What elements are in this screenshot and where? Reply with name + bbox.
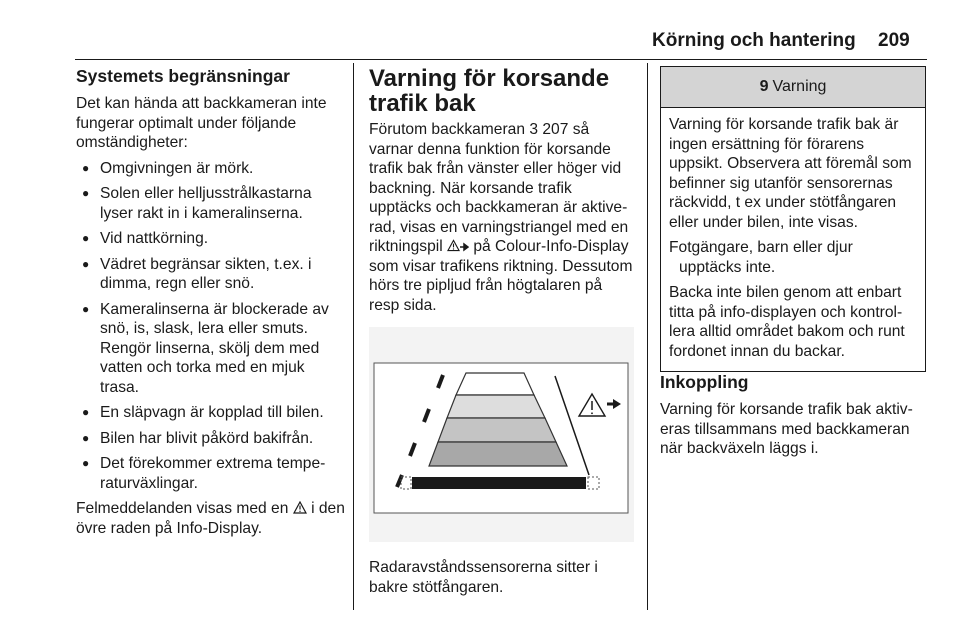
para-text: Förutom backkameran	[369, 121, 525, 138]
list-item: ● Omgivningen är mörk.	[76, 159, 346, 179]
section-title: Varning för korsande trafik bak	[369, 65, 610, 117]
para-text: på Colour-Info-Display som visar trafikens riktning. Dessutom hörs tre pipljud från högtalaren på resp sida.	[369, 238, 633, 314]
page-number: 209	[878, 30, 910, 51]
limitations-list	[76, 159, 346, 494]
warning-triangle-icon	[293, 501, 307, 514]
warning-header	[661, 67, 925, 108]
header-rule	[75, 59, 927, 60]
warning-symbol: 9	[759, 78, 769, 96]
list-item: ● Vid nattkörning.	[76, 229, 346, 249]
list-item: ● Bilen har blivit påkörd bakifrån.	[76, 429, 346, 449]
direction-arrow-icon	[460, 242, 469, 252]
running-title: Körning och hantering	[652, 30, 856, 51]
page-header	[0, 0, 960, 62]
section-heading: Systemets begränsningar	[76, 66, 290, 86]
warning-body	[661, 108, 925, 371]
page-reference: 3 207	[529, 121, 569, 138]
list-item: ● En släpvagn är kopplad till bilen.	[76, 403, 346, 423]
note-text-end: i den övre raden på Info-Display.	[76, 500, 345, 537]
warning-paragraph: Fotgängare, barn eller djur upptäcks inte.	[669, 239, 853, 276]
column-limitations	[76, 66, 346, 544]
description-paragraph	[369, 120, 634, 315]
list-item: ● Solen eller helljusstrålkastarna lyser rakt in i kameralinserna.	[76, 184, 346, 223]
error-message-note	[76, 499, 346, 538]
column-cross-traffic	[369, 66, 634, 603]
warning-title: Varning	[772, 78, 827, 96]
list-item: ● Vädret begränsar sikten, t.ex. i dimma, regn eller snö.	[76, 255, 346, 294]
camera-display-graphic	[369, 327, 634, 542]
warning-box	[660, 66, 926, 372]
warning-paragraph: Backa inte bilen genom att enbart titta på info-displayen och kontrollera alltid området bakom och runt fordonet innan du backar.	[669, 284, 905, 360]
figure-caption: Radaravståndssensorerna sitter i bakre stötfångaren.	[369, 559, 598, 596]
para-text: så varnar denna funktion för korsande trafik bak från vänster eller höger vid backning. När korsande trafik upptäcks och backkameran är aktiverad, visas en varningstriangel med en riktningspil	[369, 121, 629, 255]
rear-camera-display-illustration	[369, 327, 634, 542]
column-divider	[353, 63, 354, 610]
warning-triangle-icon	[447, 239, 460, 252]
list-item: ● Kameralinserna är blockerade av snö, is, slask, lera eller smuts. Rengör linserna, skölj dem med vatten och torka med en mjuk trasa.	[76, 300, 346, 398]
section-heading: Inkoppling	[660, 372, 749, 392]
list-item: ● Det förekommer extrema temperaturväxlingar.	[76, 454, 346, 493]
intro-paragraph: Det kan hända att backkameran inte fungerar optimalt under följande omständigheter:	[76, 95, 327, 151]
activation-paragraph: Varning för korsande trafik bak aktiveras tillsammans med backkameran när backväxeln läggs i.	[660, 401, 913, 457]
column-warning	[660, 66, 926, 465]
note-text-start: Felmeddelanden visas med en	[76, 500, 289, 517]
column-divider	[647, 63, 648, 610]
warning-paragraph: Varning för korsande trafik bak är ingen ersättning för förarens uppsikt. Observera att föremål som befinner sig utanför sensorernas räckvidd, t ex under stötfångaren eller under bilen, inte visas.	[669, 116, 912, 231]
